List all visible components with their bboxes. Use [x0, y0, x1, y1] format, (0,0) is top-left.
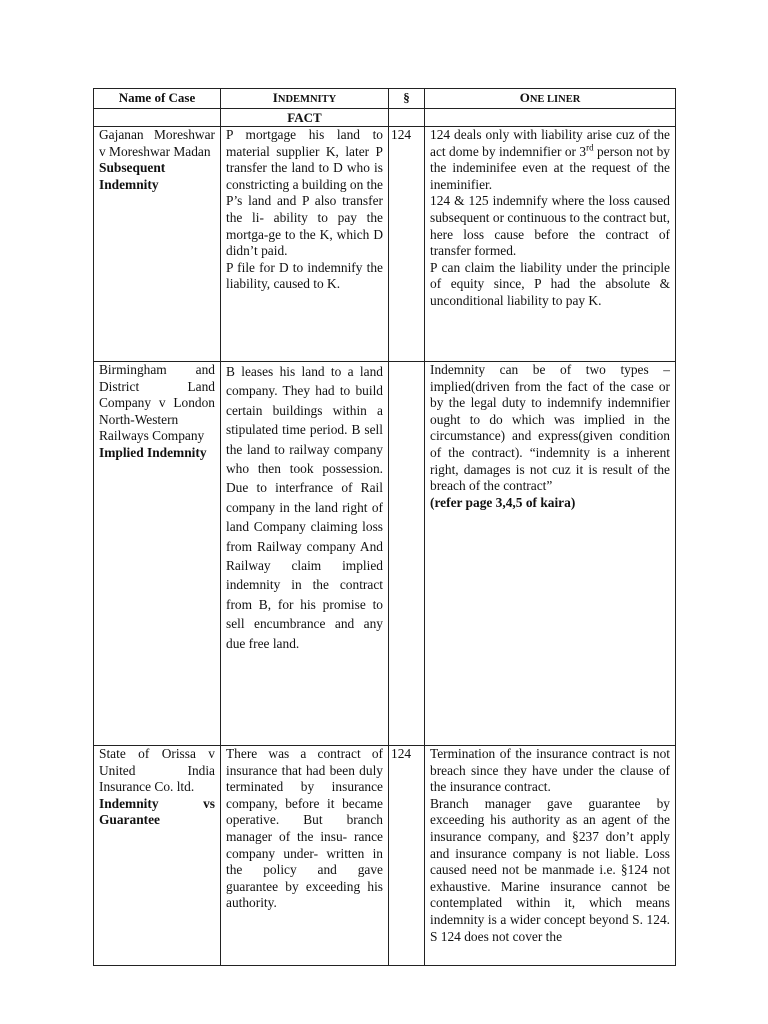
one-liner-reference: (refer page 3,4,5 of kaira) — [430, 494, 576, 510]
fact-text: P mortgage his land to material supplier K, later P transfer the land to D who is constricting a building on the P’s land and P also transfer the li- ability to pay the mortga-ge to the K, which D didn’t paid. — [226, 127, 383, 259]
table-row — [94, 127, 676, 362]
one-liner-cell — [425, 127, 676, 362]
subheader-blank — [94, 109, 221, 127]
case-type: Indemnity vs Guarantee — [99, 795, 215, 828]
case-name: State of Orissa v United India Insurance Co. ltd. — [99, 746, 215, 795]
section-cell: 124 — [389, 127, 425, 362]
one-liner-text-2: Branch manager gave guarantee by exceeding his authority as an agent of the insurance company, and §237 don’t apply and insurance company is not liable. Loss caused need not be manmade i.e. §124 not exhaustive. Marine insurance cannot be contemplated within it, which means indemnity is a wider concept beyond S. 124. S 124 does not cover the — [430, 795, 670, 944]
fact-text: B leases his land to a land company. They had to build certain buildings within a stipulated time period. B sell the land to railway company who then took possession. Due to interfrance of Rail company in the land right of land Company claiming loss from Railway company And Railway claim implied indemnity in the contract from B, for his promise to sell encumbrance and any due free land. — [226, 364, 383, 651]
header-indemnity: INDEMNITY — [221, 89, 389, 109]
one-liner-cell — [425, 746, 676, 966]
case-name-cell — [94, 127, 221, 362]
case-name-cell — [94, 362, 221, 746]
one-liner-text-2: 124 & 125 indemnify where the loss caused subsequent or continuous to the contract but, here loss cause before the contract of transfer formed. — [430, 193, 670, 259]
one-liner-text: 124 deals only with liability arise cuz of the act dome by indemnifier or 3rd person not by the indeminifee even at the request of the ineminifier. — [430, 127, 670, 192]
case-name: Gajanan Moreshwar v Moreshwar Madan — [99, 127, 215, 159]
case-table — [93, 88, 676, 966]
section-cell — [389, 362, 425, 746]
one-liner-text: Termination of the insurance contract is not breach since they have under the clause of the insurance contract. — [430, 746, 670, 795]
subheader-row — [94, 109, 676, 127]
fact-text-2: P file for D to indemnify the liability, caused to K. — [226, 259, 383, 292]
subheader-fact: FACT — [221, 109, 389, 127]
subheader-blank-2 — [389, 109, 425, 127]
case-type: Subsequent Indemnity — [99, 160, 166, 192]
one-liner-text: Indemnity can be of two types – implied(driven from the fact of the case or by the legal duty to indemnify indemnifier ought to do which was implied in the circumstance) and express(given condition of the contract). “indemnity is a inherent right, damages is not cuz it is result of the breach of the contract” — [430, 362, 670, 494]
table-row — [94, 362, 676, 746]
subheader-blank-3 — [425, 109, 676, 127]
header-one-liner: ONE LINER — [425, 89, 676, 109]
case-name-cell — [94, 746, 221, 966]
one-liner-text-3: P can claim the liability under the principle of equity since, P had the absolute & unconditional liability to pay K. — [430, 259, 670, 308]
header-name-of-case: Name of Case — [94, 89, 221, 109]
one-liner-cell — [425, 362, 676, 746]
table-row — [94, 746, 676, 966]
fact-cell — [221, 362, 389, 746]
fact-cell — [221, 746, 389, 966]
case-type: Implied Indemnity — [99, 444, 207, 460]
header-row — [94, 89, 676, 109]
section-cell: 124 — [389, 746, 425, 966]
fact-text: There was a contract of insurance that had been duly terminated by insurance company, before it became operative. But branch manager of the insu- rance company under- written in the policy and gave guarantee by exceeding his authority. — [226, 746, 383, 911]
case-name: Birmingham and District Land Company v London North-Western Railways Company — [99, 362, 215, 444]
fact-cell — [221, 127, 389, 362]
header-section: § — [389, 89, 425, 109]
